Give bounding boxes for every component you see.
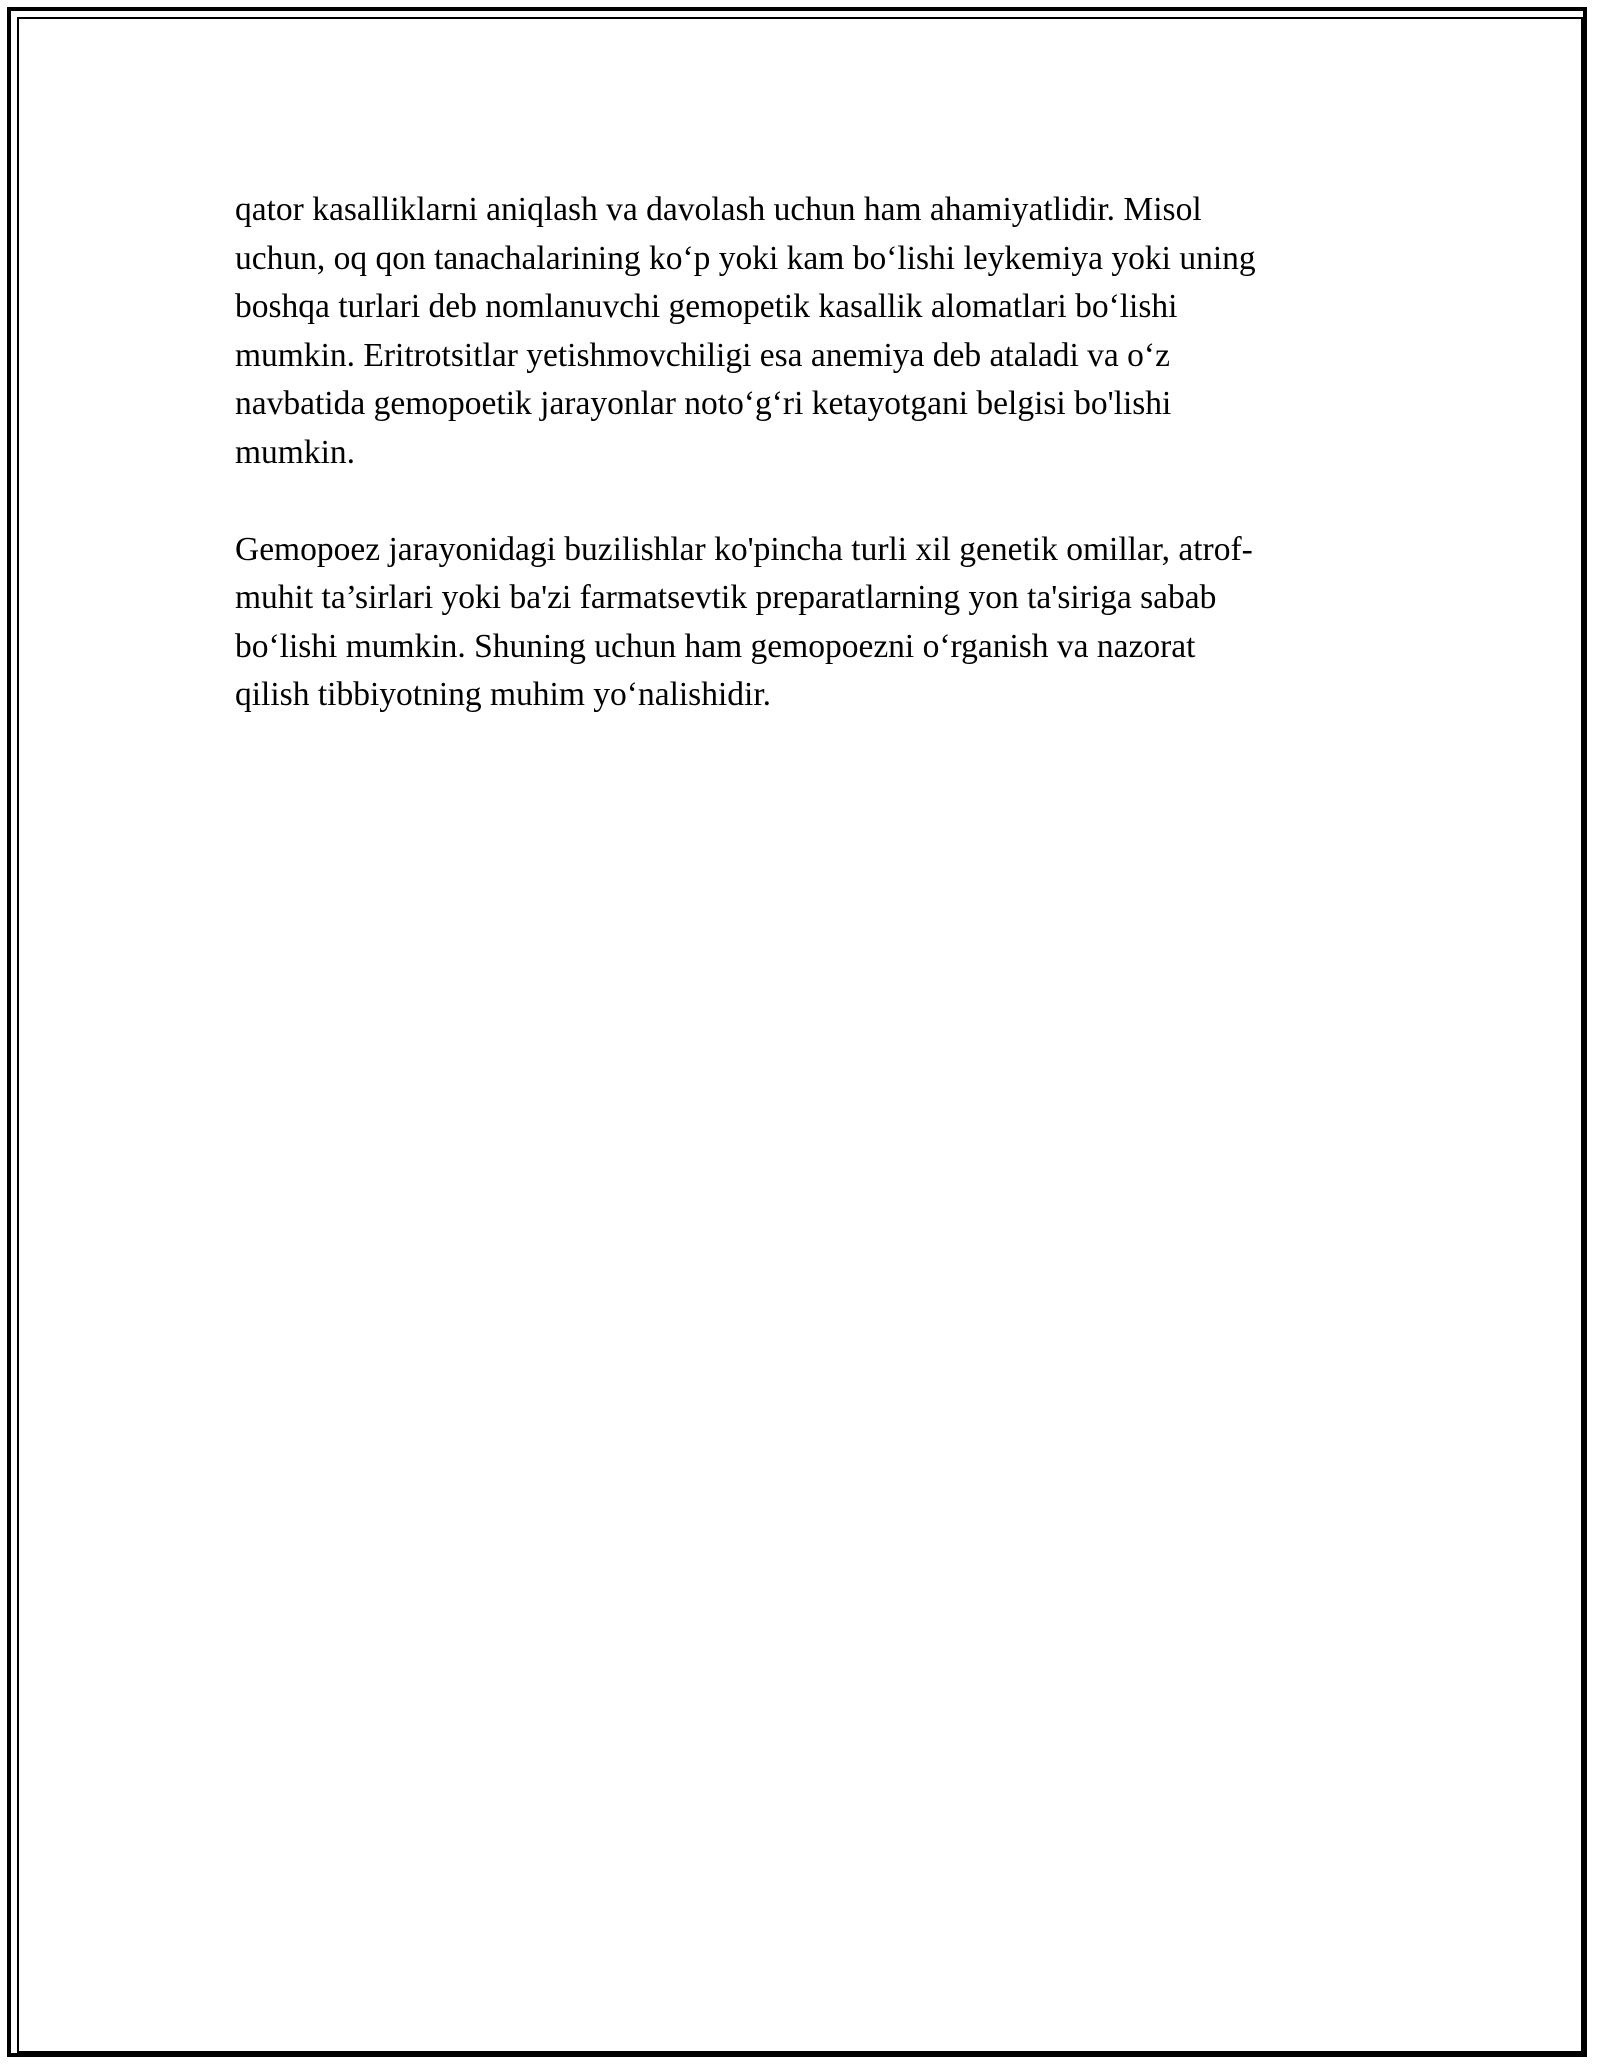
- paragraph-line: muhit ta’sirlari yoki ba'zi farmatsevtik preparatlarning yon ta'siriga sabab: [235, 579, 1217, 616]
- paragraph-line: navbatida gemopoetik jarayonlar noto‘g‘ri ketayotgani belgisi bo'lishi: [235, 385, 1172, 422]
- paragraph-line: Gemopoez jarayonidagi buzilishlar ko'pincha turli xil genetik omillar, atrof-: [235, 530, 1253, 568]
- paragraph-spacer: [235, 477, 1355, 526]
- paragraph-line: mumkin.: [235, 433, 356, 471]
- paragraph-line: qilish tibbiyotning muhim yo‘nalishidir.: [235, 676, 772, 713]
- paragraph-line: boshqa turlari deb nomlanuvchi gemopetik kasallik alomatlari bo‘lishi: [235, 288, 1178, 325]
- paragraph-2: [235, 526, 1355, 720]
- paragraph-line: uchun, oq qon tanachalarining ko‘p yoki kam bo‘lishi leykemiya yoki uning: [235, 239, 1256, 277]
- paragraph-1: [235, 186, 1355, 477]
- paragraph-line: mumkin. Eritrotsitlar yetishmovchiligi esa anemiya deb ataladi va o‘z: [235, 336, 1170, 374]
- paragraph-line: bo‘lishi mumkin. Shuning uchun ham gemopoezni o‘rganish va nazorat: [235, 627, 1196, 665]
- paragraph-line: qator kasalliklarni aniqlash va davolash uchun ham ahamiyatlidir. Misol: [235, 191, 1202, 228]
- document-body: [235, 186, 1355, 720]
